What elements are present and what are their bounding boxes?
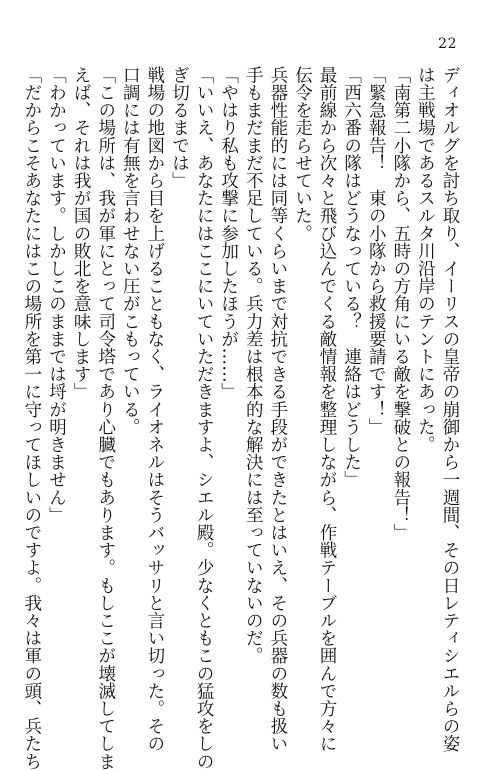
text-line: 「この場所は、我が軍にとって司令塔であり心臓でもあります。もしここが壊滅してしま [95, 66, 116, 770]
text-line: 「南第二小隊から、五時の方角にいる敵を撃破との報告！」 [390, 66, 411, 542]
text-line: ディオルグを討ち取り、イーリスの皇帝の崩御から一週間、その日レティシエルらの姿 [440, 66, 460, 753]
text-line: 伝令を走らせていた。 [292, 66, 313, 242]
novel-body-text [21, 66, 462, 770]
text-line: ぎ切るまでは」 [169, 66, 190, 190]
text-line: 「緊急報告！ 東の小隊から救援要請です！」 [366, 66, 387, 436]
text-line: 手もまだまだ不足している。兵力差は根本的な解決には至っていないのだ。 [243, 66, 264, 665]
text-line: 戦場の地図から目を上げることもなく、ライオネルはそうバッサリと言い切った。その [144, 66, 165, 753]
page-number: 22 [438, 36, 457, 52]
text-line: 「いいえ、あなたにはここにいていただきますよ、シエル殿。少なくともこの猛攻をしの [194, 66, 215, 770]
text-line: えば、それは我が国の敗北を意味します」 [71, 66, 92, 401]
text-line: 「やはり私も攻撃に参加したほうが……」 [218, 66, 239, 401]
text-line: は主戦場であるスルタ川沿岸のテントにあった。 [415, 66, 436, 454]
text-line: 「わかっています。しかしこのままでは埒が明きません」 [46, 66, 67, 524]
text-line: 「だからこそあなたにはこの場所を第一に守ってほしいのですよ。我々は軍の頭、兵たち [21, 66, 42, 770]
text-line: 最前線から次々と飛び込んでくる敵情報を整理しながら、作戦テーブルを囲んで方々に [317, 66, 338, 753]
text-line: 口調には有無を言わせない圧がこもっている。 [120, 66, 141, 436]
text-line: 「西六番の隊はどうなっている？ 連絡はどうした」 [341, 66, 362, 489]
text-line: 兵器性能的には同等くらいまで対抗できる手段ができたとはいえ、その兵器の数も扱い [267, 66, 288, 753]
